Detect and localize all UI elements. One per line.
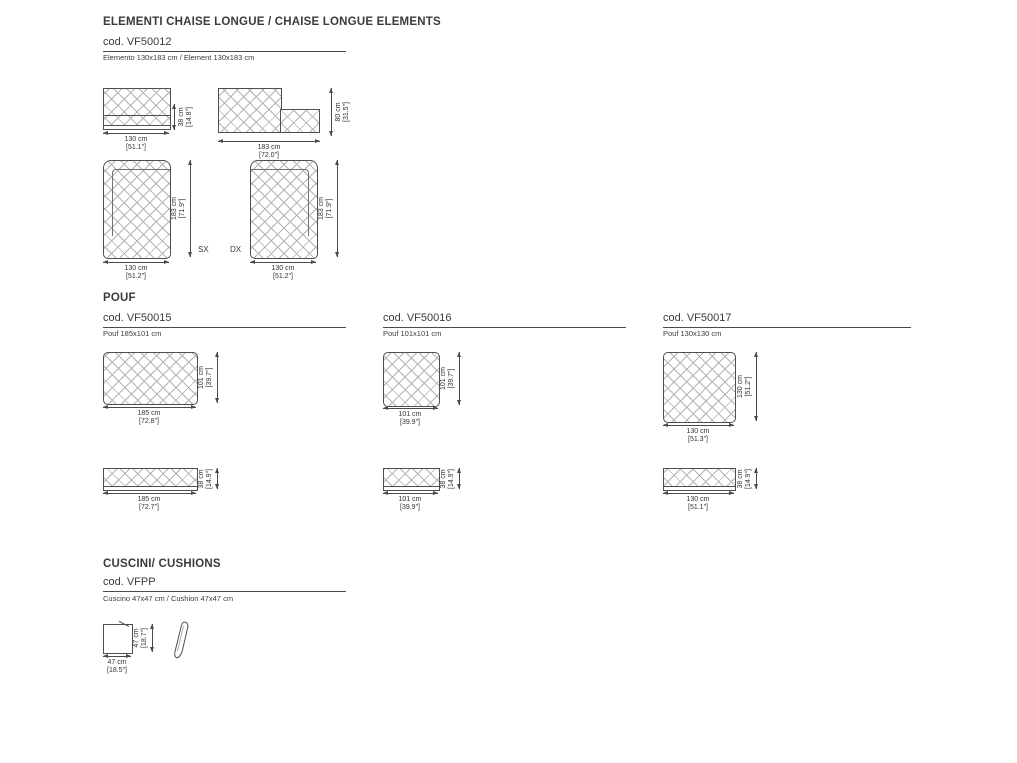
dim-label-width: 183 cm [72.0"] [257, 144, 281, 160]
pouf-side-view [663, 468, 736, 491]
dim-line-v [331, 88, 332, 136]
dim-line-h [383, 408, 438, 409]
dim-line-h [250, 262, 316, 263]
armrest-line-dx [251, 169, 309, 236]
dim-label-width: 47 cm [18.5"] [107, 659, 127, 675]
dim-line-v [217, 352, 218, 403]
product-subtitle-pouf-1: Pouf 185x101 cm [103, 329, 162, 338]
pouf-side-view [383, 468, 440, 491]
pouf-top-view [103, 352, 198, 405]
section-title-elements: ELEMENTI CHAISE LONGUE / CHAISE LONGUE ELEMENTS [103, 16, 441, 28]
dim-line-v [190, 160, 191, 257]
seat-divider-line [104, 115, 170, 116]
base-strip [384, 486, 439, 490]
product-code-pouf-3: cod. VF50017 [663, 312, 911, 328]
pouf-top-view [663, 352, 736, 423]
dim-label-depth: 183 cm [71.9"] [171, 197, 187, 220]
dim-line-h [663, 493, 734, 494]
dim-label-height: 38 cm [14.9"] [198, 469, 214, 489]
dim-line-v [152, 624, 153, 652]
chaise-front-view [218, 88, 320, 136]
dim-label-width: 101 cm [39.9"] [398, 496, 422, 512]
cushion-front-view [103, 624, 133, 654]
base-strip [664, 486, 735, 490]
dim-label-width: 130 cm [51.2"] [271, 265, 295, 281]
base-strip [104, 486, 197, 490]
dim-line-h [103, 656, 131, 657]
pouf-top-view [383, 352, 440, 407]
dim-label-depth: 183 cm [71.9"] [318, 197, 334, 220]
pouf-side-view [103, 468, 198, 491]
dim-line-h [218, 141, 320, 142]
dim-line-v [217, 468, 218, 489]
dim-line-h [663, 425, 734, 426]
element-top-view-dx [250, 160, 318, 259]
section-title-pouf: POUF [103, 292, 136, 304]
product-code-cushions: cod. VFPP [103, 576, 346, 592]
dim-label-depth: 101 cm [39.7"] [198, 366, 214, 389]
dim-label-width: 130 cm [51.2"] [124, 265, 148, 281]
dim-label-depth: 101 cm [39.7"] [440, 367, 456, 390]
dim-label-height: 38 cm [14.9"] [737, 469, 753, 489]
product-subtitle-elements: Elemento 130x183 cm / Element 130x183 cm [103, 53, 255, 62]
product-subtitle-pouf-3: Pouf 130x130 cm [663, 329, 722, 338]
dim-label-width: 130 cm [51.1"] [124, 136, 148, 152]
product-code-pouf-1: cod. VF50015 [103, 312, 346, 328]
dim-line-v [459, 352, 460, 405]
dim-label-width: 130 cm [51.3"] [686, 428, 710, 444]
dim-line-v [756, 352, 757, 421]
dim-label-height: 47 cm [18.7"] [133, 628, 149, 648]
dim-line-v [337, 160, 338, 257]
dim-line-v [756, 468, 757, 489]
product-subtitle-cushions: Cuscino 47x47 cm / Cushion 47x47 cm [103, 594, 234, 603]
base-strip [218, 132, 320, 136]
cushion-fold-line [119, 621, 129, 627]
chaise-back-part [218, 88, 282, 136]
dim-label-depth: 130 cm [51.2"] [737, 375, 753, 398]
dim-line-v [174, 104, 175, 130]
dim-label-width: 185 cm [72.8"] [137, 410, 161, 426]
base-strip [104, 125, 170, 129]
product-code-pouf-2: cod. VF50016 [383, 312, 626, 328]
dim-line-h [383, 493, 438, 494]
cushion-side-view [170, 620, 192, 660]
dim-label-width: 185 cm [72.7"] [137, 496, 161, 512]
dim-label-height: 38 cm [14.9"] [440, 469, 456, 489]
dim-line-v [459, 468, 460, 489]
dim-label-width: 101 cm [39.9"] [398, 411, 422, 427]
dim-label-width: 130 cm [51.1"] [686, 496, 710, 512]
orientation-label-sx: SX [198, 245, 209, 254]
armrest-line-sx [112, 169, 170, 236]
orientation-label-dx: DX [230, 245, 242, 254]
dim-label-height: 38 cm [14.8"] [178, 107, 194, 127]
dim-line-h [103, 493, 196, 494]
product-code-elements: cod. VF50012 [103, 36, 346, 52]
dim-label-height: 80 cm [31.5"] [335, 102, 351, 122]
product-subtitle-pouf-2: Pouf 101x101 cm [383, 329, 442, 338]
element-top-view-sx [103, 160, 171, 259]
dim-line-h [103, 407, 196, 408]
dim-line-h [103, 133, 169, 134]
element-front-view [103, 88, 171, 130]
section-title-cushions: CUSCINI/ CUSHIONS [103, 558, 221, 570]
dim-line-h [103, 262, 169, 263]
